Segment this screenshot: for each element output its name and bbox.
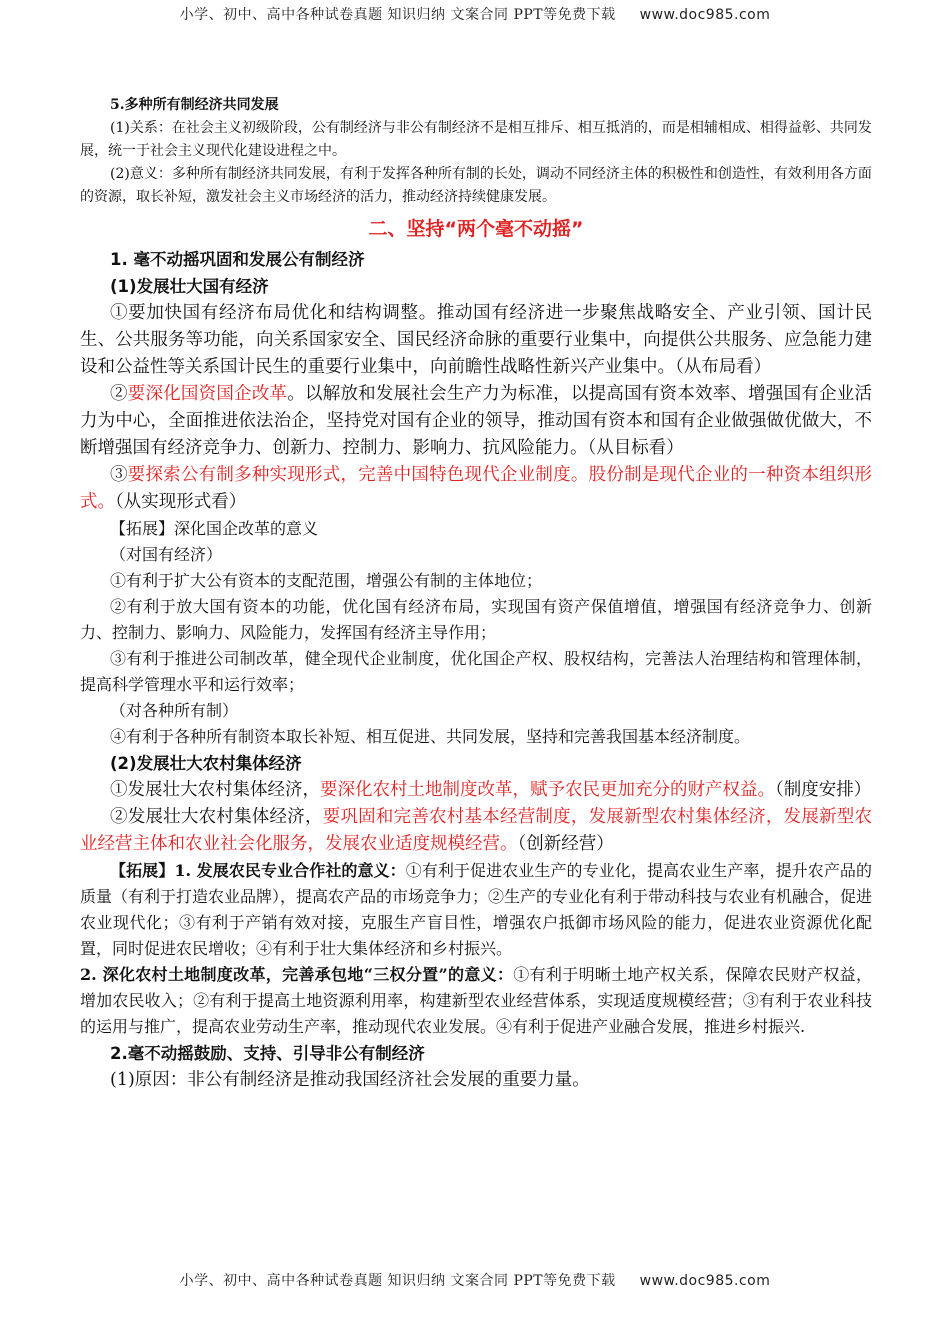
para-3-prefix: ③ <box>110 465 128 485</box>
rural-para-2 <box>80 804 872 858</box>
part-1-para-1: ①要加快国有经济布局优化和结构调整。推动国有经济进一步聚焦战略安全、产业引领、国计民生、公共服务等功能，向关系国家安全、国民经济命脉的重要行业集中，向提供公共服务、应急能力建设和公益性等关系国计民生的重要行业集中，向前瞻性战略性新兴产业集中。（从布局看） <box>80 303 872 377</box>
rural-2-prefix: ②发展壮大农村集体经济， <box>110 807 323 827</box>
section-5-significance: (2)意义：多种所有制经济共同发展，有利于发挥各种所有制的长处，调动不同经济主体的积极性和创造性，有效利用各方面的资源，取长补短，激发社会主义市场经济的活力，推动经济持续健康发展。 <box>80 166 872 205</box>
rural-1-prefix: ①发展壮大农村集体经济， <box>110 780 320 800</box>
rural-2-highlight: 要巩固和完善农村基本经营制度，发展新型农村集体经济，发展新型农业经营主体和农业社会化服务，发展农业适度规模经营。 <box>80 807 873 854</box>
section-5 <box>80 94 872 209</box>
ext3-text: ①有利于明晰土地产权关系，保障农民财产权益，增加农民收入；②有利于提高土地资源利用率，构建新型农业经营体系，实现适度规模经营；③有利于农业科技的运用与推广，提高农业劳动生产率，推动现代农业发展。④有利于促进产业融合发展，推进乡村振兴. <box>80 965 872 1036</box>
rural-para-1 <box>80 777 872 804</box>
para-2-highlight: 要深化国资国企改革 <box>127 384 288 404</box>
part-2 <box>80 1040 872 1094</box>
part-1-para-3 <box>80 462 872 516</box>
part-2-para-1: (1)原因：非公有制经济是推动我国经济社会发展的重要力量。 <box>110 1070 590 1090</box>
part-1-para-2 <box>80 381 872 462</box>
section-5-relation: (1)关系：在社会主义初级阶段，公有制经济与非公有制经济不是相互排斥、相互抵消的，而是相辅相成、相得益彰、共同发展，统一于社会主义现代化建设进程之中。 <box>80 120 872 159</box>
header-url[interactable]: www.doc985.com <box>639 7 771 23</box>
rural-2-rest: （创新经营） <box>517 834 614 854</box>
ext3-para <box>80 962 872 1040</box>
para-3-rest: （从实现形式看） <box>115 492 247 512</box>
ext-for-state: （对国有经济） <box>110 545 223 564</box>
section-5-title: 5.多种所有制经济共同发展 <box>110 97 279 113</box>
part-1-sub-2: (2)发展壮大农村集体经济 <box>110 754 302 773</box>
ext-item-2: ②有利于放大国有资本的功能，优化国有经济布局，实现国有资产保值增值，增强国有经济竞争力、创新力、控制力、影响力、风险能力，发挥国有经济主导作用； <box>80 597 872 642</box>
document-body <box>80 94 872 1094</box>
rural-1-highlight: 要深化农村土地制度改革，赋予农民更加充分的财产权益。 <box>320 780 775 800</box>
ext-title: 【拓展】深化国企改革的意义 <box>110 519 319 538</box>
header-text: 小学、初中、高中各种试卷真题 知识归纳 文案合同 PPT等免费下载 <box>179 7 616 23</box>
footer-url[interactable]: www.doc985.com <box>639 1273 771 1289</box>
part-1 <box>80 246 872 516</box>
para-2-prefix: ② <box>110 384 128 404</box>
footer-text: 小学、初中、高中各种试卷真题 知识归纳 文案合同 PPT等免费下载 <box>179 1273 616 1289</box>
part-1-title: 1. 毫不动摇巩固和发展公有制经济 <box>110 250 365 269</box>
ext-item-4: ④有利于各种所有制资本取长补短、相互促进、共同发展，坚持和完善我国基本经济制度。 <box>110 727 751 746</box>
ext-item-3: ③有利于推进公司制改革，健全现代企业制度，优化国企产权、股权结构，完善法人治理结构和管理体制，提高科学管理水平和运行效率； <box>80 649 872 694</box>
part-1-sub-1: (1)发展壮大国有经济 <box>110 277 269 296</box>
page-footer <box>0 1270 950 1290</box>
extension-soe-reform <box>80 516 872 750</box>
para-3-highlight: 要探索公有制多种实现形式，完善中国特色现代企业制度。股份制是现代企业的一种资本组织形式。 <box>80 465 873 512</box>
ext2-para <box>80 858 872 962</box>
ext2-text: ①有利于促进农业生产的专业化，提高农业生产率，提升农产品的质量（有利于打造农业品牌），提高农产品的市场竞争力；②生产的专业化有利于带动科技与农业有机融合，促进农业现代化；③有利于产销有效对接，克服生产盲目性，增强农户抵御市场风险的能力，促进农业资源优化配置，同时促进农民增收；④有利于壮大集体经济和乡村振兴。 <box>80 861 873 958</box>
extension-rural <box>80 858 872 1040</box>
para-2-rest: 。以解放和发展社会生产力为标准，以提高国有资本效率、增强国有企业活力为中心，全面推进依法治企，坚持党对国有企业的领导，推动国有资本和国有企业做强做优做大，不断增强国有经济竞争力、创新力、控制力、影响力、抗风险能力。（从目标看） <box>80 384 873 458</box>
part-2-title: 2.毫不动摇鼓励、支持、引导非公有制经济 <box>110 1044 425 1063</box>
rural-1-rest: （制度安排） <box>775 780 872 800</box>
section-2-heading: 二、坚持“两个毫不动摇” <box>368 218 584 240</box>
page-header <box>0 4 950 24</box>
part-1-rural <box>80 750 872 858</box>
ext2-label: 【拓展】1. 发展农民专业合作社的意义： <box>110 861 406 880</box>
ext3-label: 2. 深化农村土地制度改革，完善承包地“三权分置”的意义： <box>80 965 514 984</box>
ext-item-1: ①有利于扩大公有资本的支配范围，增强公有制的主体地位； <box>110 571 543 590</box>
ext-for-all: （对各种所有制） <box>110 701 239 720</box>
